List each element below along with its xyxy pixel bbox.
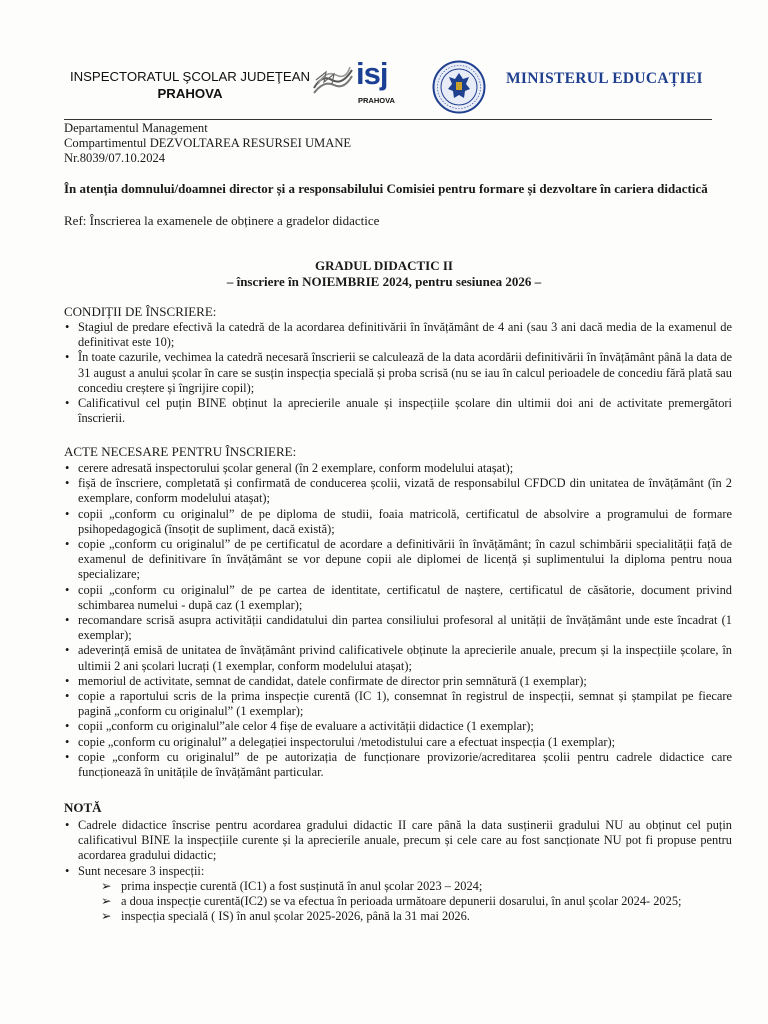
acts-list <box>64 461 732 780</box>
list-item-text: copie „conform cu originalul” de pe autorizația de funcționare provizorie/acreditarea școlii pentru cadrele didactice care funcționează în unitățile de învățământ particular. <box>78 749 732 780</box>
list-item: • În toate cazurile, vechimea la catedră necesară înscrierii se calculează de la data acordării definitivării în învățământ până la data de 31 august a anului școlar în care se susțin inspecția specială și proba scrisă (nu se iau în calcul perioadele de concediu fără plată sau concediu creștere și îngrijire copil); <box>65 350 732 395</box>
arrow-bullet-icon: ➢ <box>101 894 112 909</box>
list-item: • fișă de înscriere, completată și confirmată de conducerea școlii, vizată de responsabilul CFDCD din unitatea de învățământ (în 2 exemplare, conform modelului atașat); <box>65 476 732 506</box>
list-item: • copie „conform cu originalul” de pe autorizația de funcționare provizorie/acreditarea școlii pentru cadrele didactice care funcționează în unitățile de învățământ particular. <box>65 749 732 780</box>
list-item: • cerere adresată inspectorului școlar general (în 2 exemplare, conform modelului atașat); <box>65 461 514 475</box>
compartment-line: Compartimentul DEZVOLTAREA RESURSEI UMANE <box>64 135 352 150</box>
list-item: • copie „conform cu originalul” de pe certificatul de acordare a definitivării în învățământ; în cazul schimbării specialității față de examenul de definitivare în învățământ se vor depune copii ale diplomei de licență și suplimentului la diploma pentru noua specializare; <box>65 537 732 582</box>
inspectorate-line1: INSPECTORATUL ŞCOLAR JUDEŢEAN <box>69 69 311 84</box>
list-item: • copii „conform cu originalul”ale celor 4 fișe de evaluare a activității didactice (1 exemplar); <box>65 719 534 734</box>
document-title <box>64 258 704 289</box>
title-line2: – înscriere în NOIEMBRIE 2024, pentru sesiunea 2026 – <box>226 273 542 289</box>
list-item: • copii „conform cu originalul” de pe cartea de identitate, certificatul de naștere, certificatul de căsătorie, document privind schimbarea numelui - după caz (1 exemplar); <box>65 582 732 612</box>
list-item-text: Stagiul de predare efectivă la catedră de la acordarea definitivării în învățământ de 4 ani (sau 3 ani dacă media de la examenul de definitivat este 10); <box>78 320 732 350</box>
header-divider <box>64 119 712 120</box>
list-item-text: copii „conform cu originalul” de pe cartea de identitate, certificatul de naștere, certificatul de căsătorie, document privind schimbarea numelui - după caz (1 exemplar); <box>78 582 732 612</box>
list-item: • Sunt necesare 3 inspecții: ➢ prima inspecție curentă (IC1) a fost susținută în anul școlar 2023 – 2024; ➢ a doua inspecție curentă(IC2) se va efectua în perioada următoare depunerii dosarului, în anul școlar 2024- 2025; ➢ inspecția specială ( IS) în anul școlar 2025-2026, până la 31 mai 2026. <box>64 864 732 925</box>
conditions-list <box>64 320 732 426</box>
list-item: • Stagiul de predare efectivă la catedră de la acordarea definitivării în învățământ de 4 ani (sau 3 ani dacă media de la examenul de definitivat este 10); <box>65 320 732 350</box>
list-item: • memoriul de activitate, semnat de candidat, datele confirmate de director prin semnătură (1 exemplar); <box>65 673 587 688</box>
department-block <box>64 121 351 165</box>
sub-list-item-text: a doua inspecție curentă(IC2) se va efectua în perioada următoare depunerii dosarului, în anul școlar 2024- 2025; <box>121 894 682 909</box>
registration-number: Nr.8039/07.10.2024 <box>64 150 166 165</box>
list-item: • recomandare scrisă asupra activității candidatului din partea consiliului profesoral al unității de învățământ unde este încadrat (1 exemplar); <box>65 613 732 643</box>
list-item-text: recomandare scrisă asupra activității candidatului din partea consiliului profesoral al unității de învățământ unde este încadrat (1 exemplar); <box>78 613 732 643</box>
list-item-text: cerere adresată inspectorului școlar general (în 2 exemplare, conform modelului atașat); <box>78 461 514 475</box>
inspectorate-line2: PRAHOVA <box>157 86 223 101</box>
isj-wave-logo-icon <box>312 66 354 96</box>
ministry-name: MINISTERUL EDUCAȚIEI <box>506 70 703 87</box>
isj-logo <box>312 56 404 106</box>
sub-list-item <box>101 894 732 909</box>
reference-line: Ref: Înscrierea la examenele de obținere a gradelor didactice <box>64 213 380 228</box>
department-line: Departamentul Management <box>64 121 208 135</box>
list-item-text: memoriul de activitate, semnat de candidat, datele confirmate de director prin semnătură (1 exemplar); <box>78 673 587 688</box>
list-item-text: copie a raportului scris de la prima inspecție curentă (IC 1), consemnat în registrul de inspecții, semnat și ștampilat pe fiecare pagină „conform cu originalul” (1 exemplar); <box>78 689 732 719</box>
isj-logo-subtext: PRAHOVA <box>358 96 395 105</box>
government-seal-icon <box>432 60 486 114</box>
list-item-text: copie „conform cu originalul” de pe certificatul de acordare a definitivării în învățământ; în cazul schimbării specialității față de examenul de definitivare în învățământ se vor depune copii ale diplomei de licență și suplimentului la diploma pentru noua specializare; <box>78 537 732 582</box>
inspectorate-name <box>60 68 320 102</box>
arrow-bullet-icon: ➢ <box>101 909 112 924</box>
sub-list-item-text: inspecția specială ( IS) în anul școlar 2025-2026, până la 31 mai 2026. <box>121 909 470 924</box>
list-item-text: Cadrele didactice înscrise pentru acordarea gradului didactic II care până la data susținerii gradului NU au obținut cel puțin calificativul BINE la inspecțiile curente și la aprecierile anuale, precum și cele care au fost sancționate NU pot fi propuse pentru acordarea gradului didactic; <box>78 818 732 863</box>
arrow-bullet-icon: ➢ <box>101 878 112 893</box>
list-item: • Cadrele didactice înscrise pentru acordarea gradului didactic II care până la data susținerii gradului NU au obținut cel puțin calificativul BINE la inspecțiile curente și la aprecierile anuale, precum și cele care au fost sancționate NU pot fi propuse pentru acordarea gradului didactic; <box>65 818 732 863</box>
list-item: • copii „conform cu originalul” de pe diploma de studii, foaia matricolă, certificatul de absolvire a programului de formare psihopedagogică (însoțit de supliment, dacă există); <box>65 506 732 536</box>
list-item: • copie a raportului scris de la prima inspecție curentă (IC 1), consemnat în registrul de inspecții, semnat și ștampilat pe fiecare pagină „conform cu originalul” (1 exemplar); <box>65 689 732 719</box>
list-item-text: fișă de înscriere, completată și confirmată de conducerea școlii, vizată de responsabilul CFDCD din unitatea de învățământ (în 2 exemplare, conform modelului atașat); <box>78 476 732 506</box>
list-item: • copie „conform cu originalul” a delegației inspectorului /metodistului care a efectuat inspecția (1 exemplar); <box>65 734 616 749</box>
attention-line: În atenția domnului/doamnei director și a responsabilului Comisiei pentru formare și dezvoltare în cariera didactică <box>64 181 708 196</box>
list-item-text: copii „conform cu originalul”ale celor 4 fișe de evaluare a activității didactice (1 exemplar); <box>78 719 534 734</box>
note-list <box>64 818 732 924</box>
acts-heading: ACTE NECESARE PENTRU ÎNSCRIERE: <box>64 444 297 459</box>
list-item: • adeverință emisă de unitatea de învățământ privind calificativele obținute la aprecierile anuale, precum și la inspecțiile școlare, în ultimii 2 ani școlari lucrați (1 exemplar, conform modelului atașat); <box>65 643 732 673</box>
list-item: • Calificativul cel puțin BINE obținut la aprecierile anuale și inspecțiile școlare din ultimii doi ani de activitate premergători înscrierii. <box>65 396 732 426</box>
list-item-text: copii „conform cu originalul” de pe diploma de studii, foaia matricolă, certificatul de absolvire a programului de formare psihopedagogică (însoțit de supliment, dacă există); <box>78 506 732 536</box>
isj-logo-text: isj <box>356 56 388 91</box>
list-item-text: adeverință emisă de unitatea de învățământ privind calificativele obținute la aprecierile anuale, precum și la inspecțiile școlare, în ultimii 2 ani școlari lucrați (1 exemplar, conform modelului atașat); <box>78 643 732 673</box>
sub-list-item <box>101 909 732 924</box>
conditions-heading: CONDIȚII DE ÎNSCRIERE: <box>64 304 217 319</box>
note-heading: NOTĂ <box>64 800 102 815</box>
list-item-text: În toate cazurile, vechimea la catedră necesară înscrierii se calculează de la data acordării definitivării în învățământ până la data de 31 august a anului școlar în care se susțin inspecția specială și proba scrisă (nu se iau în calcul perioadele de concediu fără plată sau concediu creștere și îngrijire copil); <box>78 350 732 395</box>
list-item-text: copie „conform cu originalul” a delegației inspectorului /metodistului care a efectuat inspecția (1 exemplar); <box>78 734 616 749</box>
sub-list-item <box>101 879 732 894</box>
title-line1: GRADUL DIDACTIC II <box>315 258 453 273</box>
list-item-text: Sunt necesare 3 inspecții: <box>78 863 205 878</box>
sub-list-item-text: prima inspecție curentă (IC1) a fost susținută în anul școlar 2023 – 2024; <box>121 878 483 893</box>
inspections-sublist <box>78 879 732 925</box>
list-item-text: Calificativul cel puțin BINE obținut la aprecierile anuale și inspecțiile școlare din ultimii doi ani de activitate premergători înscrierii. <box>78 396 732 426</box>
